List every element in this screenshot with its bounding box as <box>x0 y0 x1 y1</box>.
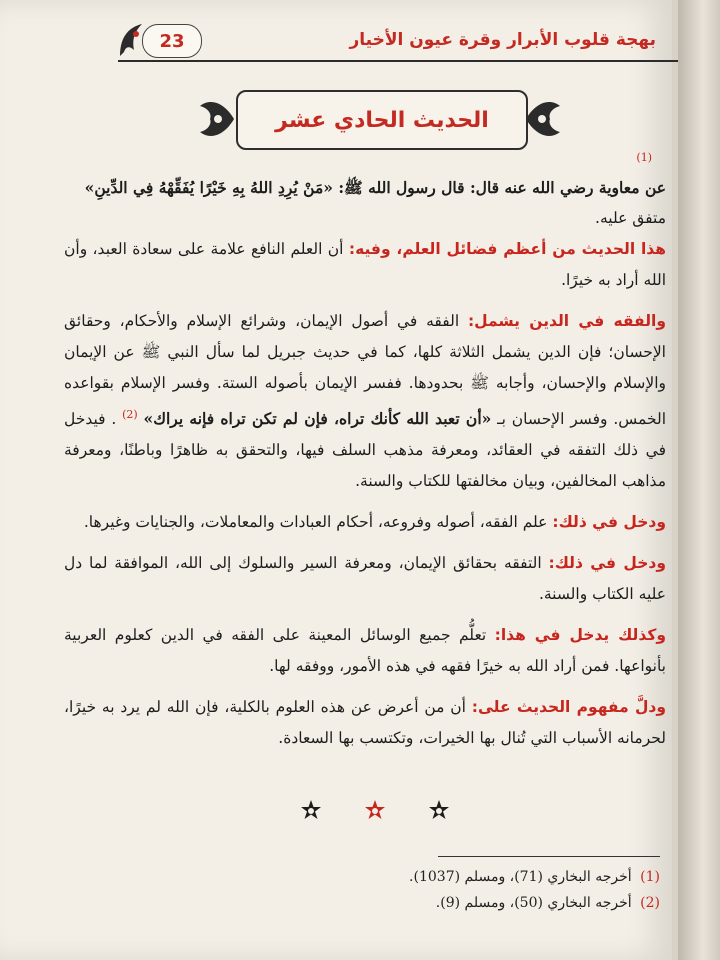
paragraph-1-text: أن العلم النافع علامة على سعادة العبد، وأن الله أراد به خيرًا. <box>64 240 666 290</box>
paragraph-2-after: . فيدخل في ذلك التفقه في العقائد، ومعرفة مذهب السلف فيها، والتحقق به ظاهرًا وباطنًا، ومعرفة مذاهب المخالفين، وبيان مخالفتها للكتاب والسنة. <box>64 410 666 491</box>
hadith-narration: عن معاوية رضي الله عنه قال: قال رسول الله ﷺ: «مَنْ يُرِدِ اللهُ بِهِ خَيْرًا يُفَقِّهْهُ فِي الدِّينِ» <box>84 178 666 198</box>
running-title: بهجة قلوب الأبرار وقرة عيون الأخيار <box>349 30 656 50</box>
footnote-item <box>330 864 660 890</box>
paragraph-6-lead: ودلَّ مفهوم الحديث على: <box>471 698 666 717</box>
footnotes <box>330 864 660 916</box>
paragraph-2-lead: والفقه في الدين يشمل: <box>467 312 666 331</box>
chapter-title-box <box>236 90 528 150</box>
footnote-text: أخرجه البخاري (71)، ومسلم (1037). <box>409 869 632 885</box>
paragraph-3 <box>64 507 666 538</box>
footnote-number: (2) <box>640 895 660 911</box>
star-ornament-icon <box>364 800 386 822</box>
paragraph-5-text: تعلُّم جميع الوسائل المعينة على الفقه في الدين كعلوم العربية بأنواعها. فمن أراد الله به خيرًا فقهه في هذه الأمور، ووفقه لها. <box>64 626 666 676</box>
footnote-number: (1) <box>640 869 660 885</box>
paragraph-4 <box>64 548 666 610</box>
star-ornament-icon <box>300 800 322 822</box>
paragraph-1-lead: هذا الحديث من أعظم فضائل العلم، وفيه: <box>348 240 667 259</box>
paragraph-4-lead: ودخل في ذلك: <box>548 554 666 573</box>
paragraph-1 <box>64 234 666 296</box>
paragraph-2-text: الفقه في أصول الإيمان، وشرائع الإسلام والأحكام، وحقائق الإحسان؛ فإن الدين يشمل الثلاثة كلها، كما في حديث جبريل لما سأل النبي ﷺ عن الإيمان والإسلام والإحسان، وأجابه ﷺ بحدودها. ففسر الإيمان بأصوله الستة. وفسر الإسلام بقواعده الخمس. وفسر الإحسان بـ <box>64 312 667 429</box>
section-divider <box>300 800 450 822</box>
paragraph-2 <box>64 306 666 497</box>
body-text <box>64 142 666 754</box>
header-rule <box>118 60 678 62</box>
paragraph-5-lead: وكذلك يدخل في هذا: <box>494 626 666 645</box>
ornament-left-icon <box>196 92 236 146</box>
paragraph-3-lead: ودخل في ذلك: <box>552 513 666 532</box>
page-header <box>108 18 678 70</box>
page-number: 23 <box>142 24 202 58</box>
paragraph-6-text: أن من أعرض عن هذه العلوم بالكلية، فإن الله لم يرد به خيرًا، لحرمانه الأسباب التي تُنال بها الخيرات، وتكتسب بها السعادة. <box>64 698 666 748</box>
ornament-right-icon <box>524 92 564 146</box>
footnote-item <box>330 890 660 916</box>
footnote-rule <box>438 856 660 857</box>
paragraph-2-quote: «أن تعبد الله كأنك تراه، فإن لم تكن تراه فإنه يراك» <box>143 409 492 429</box>
paragraph-5 <box>64 620 666 682</box>
hadith-agreed: متفق عليه. <box>595 209 666 228</box>
footnote-ref-1: (1) <box>636 151 652 164</box>
footnote-text: أخرجه البخاري (50)، ومسلم (9). <box>435 895 632 911</box>
paragraph-6 <box>64 692 666 754</box>
footnote-ref-2: (2) <box>122 408 138 422</box>
chapter-title-frame <box>200 88 560 150</box>
paragraph-3-text: علم الفقه، أصوله وفروعه، أحكام العبادات والمعاملات، والجنايات وغيرها. <box>83 513 548 532</box>
paragraph-4-text: التفقه بحقائق الإيمان، ومعرفة السير والسلوك إلى الله، الموافقة لما دل عليه الكتاب والسنة. <box>64 554 666 604</box>
star-ornament-icon <box>428 800 450 822</box>
adjacent-page-edge <box>678 0 720 960</box>
chapter-title: الحديث الحادي عشر <box>275 107 489 133</box>
